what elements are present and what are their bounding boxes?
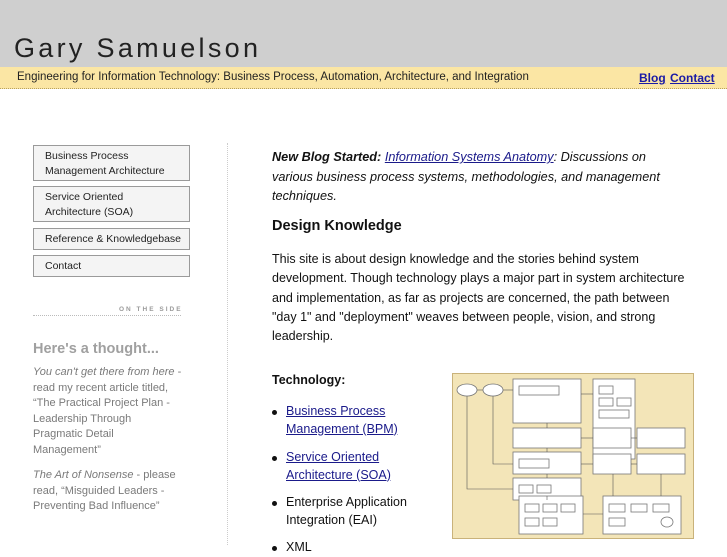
sidebar-article-blurb-2 <box>33 468 183 515</box>
column-divider <box>227 143 228 545</box>
design-knowledge-text: This site is about design knowledge and the stories behind system development. Though technology plays a major part in system architecture and implementation, as far as projects are concerned, the path between "day 1" and "deployment" weaves between people, vision, and strong leadership. <box>272 252 685 344</box>
architecture-diagram <box>453 374 693 538</box>
tech-link-soa[interactable]: Service Oriented Architecture (SOA) <box>286 450 391 482</box>
tech-label-xml: XML <box>286 540 312 554</box>
blog-title-link[interactable]: Information Systems Anatomy <box>384 150 554 164</box>
article-title-link[interactable]: You can't get there from here <box>33 366 175 378</box>
thought-heading: Here's a thought... <box>33 341 159 357</box>
blog-link[interactable]: Blog <box>639 71 666 85</box>
site-tagline: Engineering for Information Technology: Business Process, Automation, Architecture, and Integration <box>17 71 529 83</box>
header-contact-link[interactable]: Contact <box>670 71 715 85</box>
tech-item-eai <box>286 494 436 529</box>
tech-label-eai: Enterprise Application Integration (EAI) <box>286 495 407 527</box>
article-blurb-text-2: - please read, “Misguided Leaders - Preventing Bad Influence” <box>33 469 176 512</box>
tech-item-soa <box>286 449 436 484</box>
site-title: Gary Samuelson <box>14 33 262 63</box>
announcement-text: : Discussions on various business process systems, methodologies, and management techniques. <box>272 150 660 203</box>
nav-item-reference[interactable]: Reference & Knowledgebase <box>33 228 190 250</box>
sidebar-article-blurb <box>33 365 183 458</box>
tech-item-xml <box>286 539 436 557</box>
sidebar-divider <box>33 315 181 316</box>
tagline-bar <box>0 67 727 89</box>
technology-heading: Technology: <box>272 373 346 387</box>
architecture-diagram-image <box>452 373 694 539</box>
nav-item-soa[interactable]: Service Oriented Architecture (SOA) <box>33 186 190 222</box>
tech-item-bpm <box>286 403 436 438</box>
article-title-link-2[interactable]: The Art of Nonsense <box>33 469 134 481</box>
announcement-label: New Blog Started <box>272 150 378 164</box>
on-the-side-label: ON THE SIDE <box>119 306 183 313</box>
article-blurb-text: - read my recent article titled, “The Practical Project Plan - Leadership Through Pragmatic Detail Management” <box>33 366 182 456</box>
design-knowledge-heading: Design Knowledge <box>272 218 402 234</box>
blog-announcement: New Blog Started: Information Systems Anatomy: Discussions on various business process systems, methodologies, and management techniques. <box>272 150 660 203</box>
tech-link-bpm[interactable]: Business Process Management (BPM) <box>286 404 398 436</box>
nav-item-contact[interactable]: Contact <box>33 255 190 277</box>
site-header <box>0 0 727 67</box>
nav-item-bpm-architecture[interactable]: Business Process Management Architecture <box>33 145 190 181</box>
